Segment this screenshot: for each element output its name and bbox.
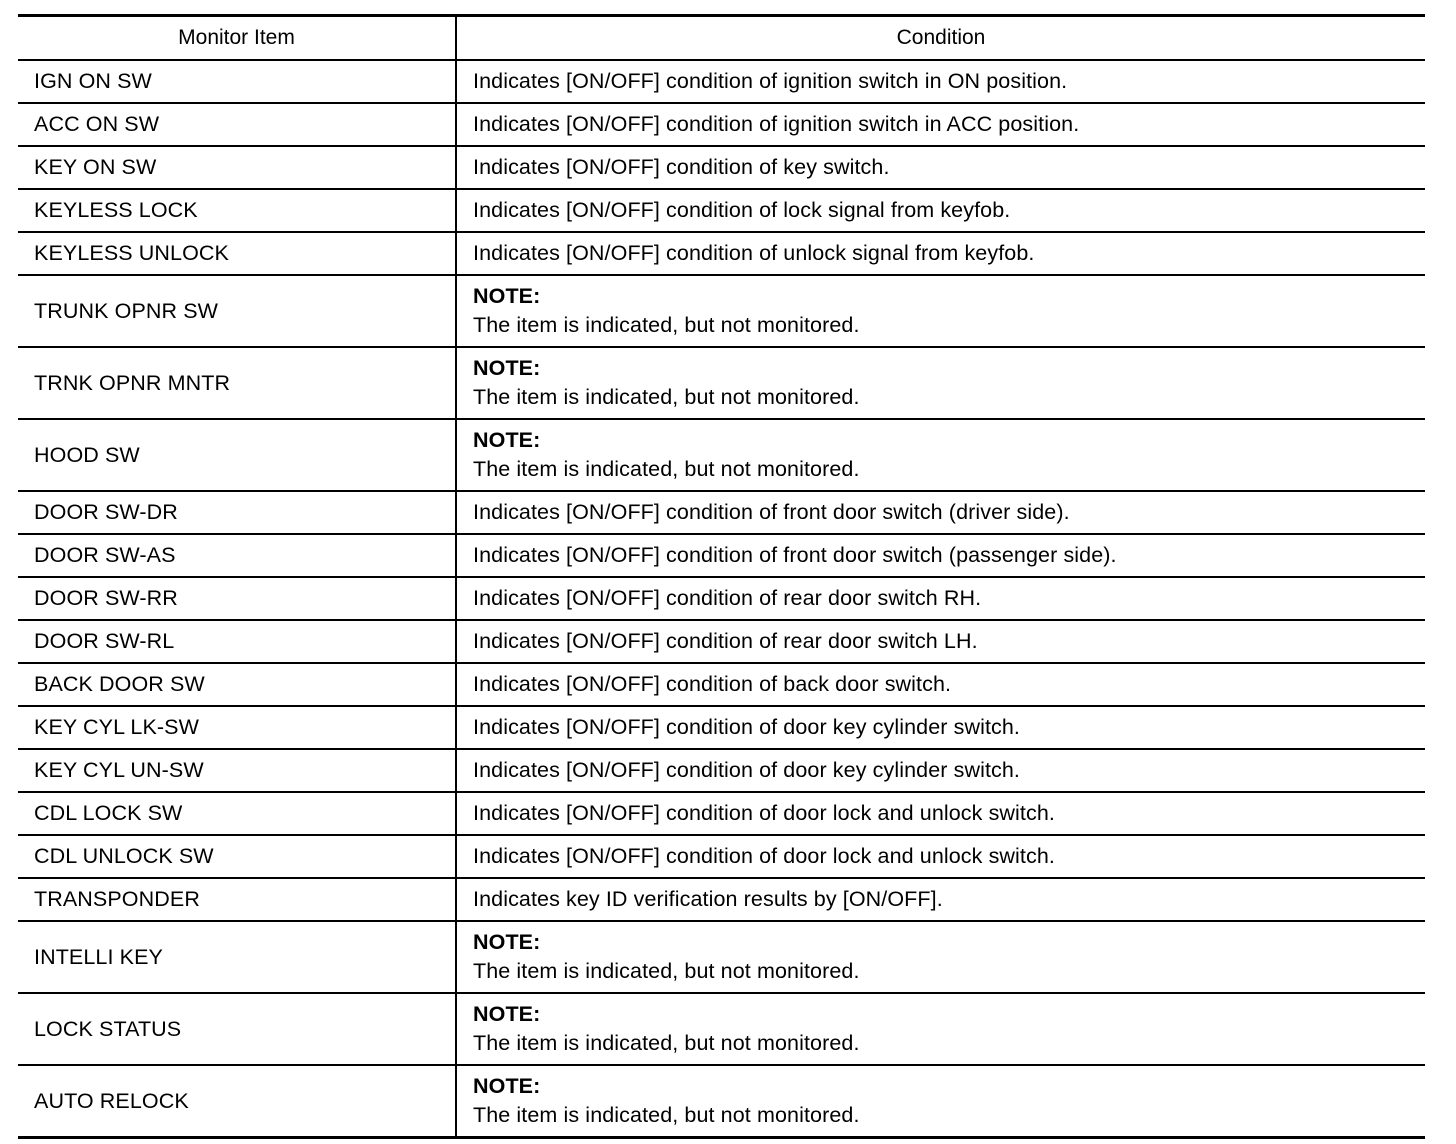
monitor-item-cell: IGN ON SW [18,60,456,103]
table-row [18,103,1425,146]
condition-cell [456,993,1425,1065]
table-row [18,275,1425,347]
condition-cell: Indicates [ON/OFF] condition of door key cylinder switch. [456,749,1425,792]
table-header-row [18,16,1425,61]
table-row [18,878,1425,921]
note-text: The item is indicated, but not monitored. [473,1103,860,1127]
condition-cell [456,1065,1425,1138]
note-label: NOTE: [473,284,541,308]
table-row [18,792,1425,835]
condition-cell: Indicates [ON/OFF] condition of rear door switch LH. [456,620,1425,663]
condition-cell: Indicates [ON/OFF] condition of unlock signal from keyfob. [456,232,1425,275]
note-text: The item is indicated, but not monitored. [473,385,860,409]
condition-cell: Indicates [ON/OFF] condition of front door switch (driver side). [456,491,1425,534]
monitor-item-cell: CDL LOCK SW [18,792,456,835]
condition-cell: Indicates [ON/OFF] condition of door lock and unlock switch. [456,835,1425,878]
condition-cell [456,275,1425,347]
table-row [18,146,1425,189]
table-row [18,993,1425,1065]
condition-cell [456,419,1425,491]
table-row [18,706,1425,749]
monitor-item-cell: KEY CYL LK-SW [18,706,456,749]
table-row [18,1065,1425,1138]
condition-cell: Indicates [ON/OFF] condition of front door switch (passenger side). [456,534,1425,577]
note-text: The item is indicated, but not monitored. [473,1031,860,1055]
table-row [18,189,1425,232]
monitor-item-cell: KEYLESS LOCK [18,189,456,232]
table-row [18,347,1425,419]
monitor-item-cell: DOOR SW-RR [18,577,456,620]
monitor-item-cell: TRANSPONDER [18,878,456,921]
note-label: NOTE: [473,930,541,954]
table-row [18,232,1425,275]
condition-cell: Indicates [ON/OFF] condition of ignition switch in ACC position. [456,103,1425,146]
condition-cell: Indicates [ON/OFF] condition of lock signal from keyfob. [456,189,1425,232]
monitor-item-table [18,14,1425,1139]
header-condition: Condition [456,16,1425,61]
note-label: NOTE: [473,356,541,380]
note-text: The item is indicated, but not monitored. [473,457,860,481]
monitor-item-cell: KEYLESS UNLOCK [18,232,456,275]
table-row [18,60,1425,103]
monitor-item-cell: LOCK STATUS [18,993,456,1065]
monitor-item-cell: DOOR SW-DR [18,491,456,534]
table-row [18,620,1425,663]
note-label: NOTE: [473,428,541,452]
monitor-item-cell: INTELLI KEY [18,921,456,993]
monitor-item-cell: CDL UNLOCK SW [18,835,456,878]
condition-cell [456,347,1425,419]
note-label: NOTE: [473,1002,541,1026]
table-row [18,663,1425,706]
monitor-item-cell: DOOR SW-AS [18,534,456,577]
monitor-item-cell: AUTO RELOCK [18,1065,456,1138]
table-row [18,491,1425,534]
condition-cell [456,921,1425,993]
note-text: The item is indicated, but not monitored. [473,959,860,983]
table-body [18,60,1425,1138]
table-row [18,577,1425,620]
condition-cell: Indicates [ON/OFF] condition of rear door switch RH. [456,577,1425,620]
condition-cell: Indicates [ON/OFF] condition of key switch. [456,146,1425,189]
condition-cell: Indicates key ID verification results by [ON/OFF]. [456,878,1425,921]
monitor-item-cell: TRUNK OPNR SW [18,275,456,347]
header-monitor-item: Monitor Item [18,16,456,61]
condition-cell: Indicates [ON/OFF] condition of back door switch. [456,663,1425,706]
monitor-item-cell: TRNK OPNR MNTR [18,347,456,419]
table-row [18,534,1425,577]
note-label: NOTE: [473,1074,541,1098]
monitor-item-cell: BACK DOOR SW [18,663,456,706]
condition-cell: Indicates [ON/OFF] condition of ignition switch in ON position. [456,60,1425,103]
table-row [18,749,1425,792]
condition-cell: Indicates [ON/OFF] condition of door key cylinder switch. [456,706,1425,749]
note-text: The item is indicated, but not monitored. [473,313,860,337]
condition-cell: Indicates [ON/OFF] condition of door lock and unlock switch. [456,792,1425,835]
table-row [18,419,1425,491]
monitor-item-cell: DOOR SW-RL [18,620,456,663]
table-row [18,921,1425,993]
table-row [18,835,1425,878]
monitor-item-cell: KEY CYL UN-SW [18,749,456,792]
monitor-item-cell: KEY ON SW [18,146,456,189]
monitor-item-cell: ACC ON SW [18,103,456,146]
monitor-item-cell: HOOD SW [18,419,456,491]
